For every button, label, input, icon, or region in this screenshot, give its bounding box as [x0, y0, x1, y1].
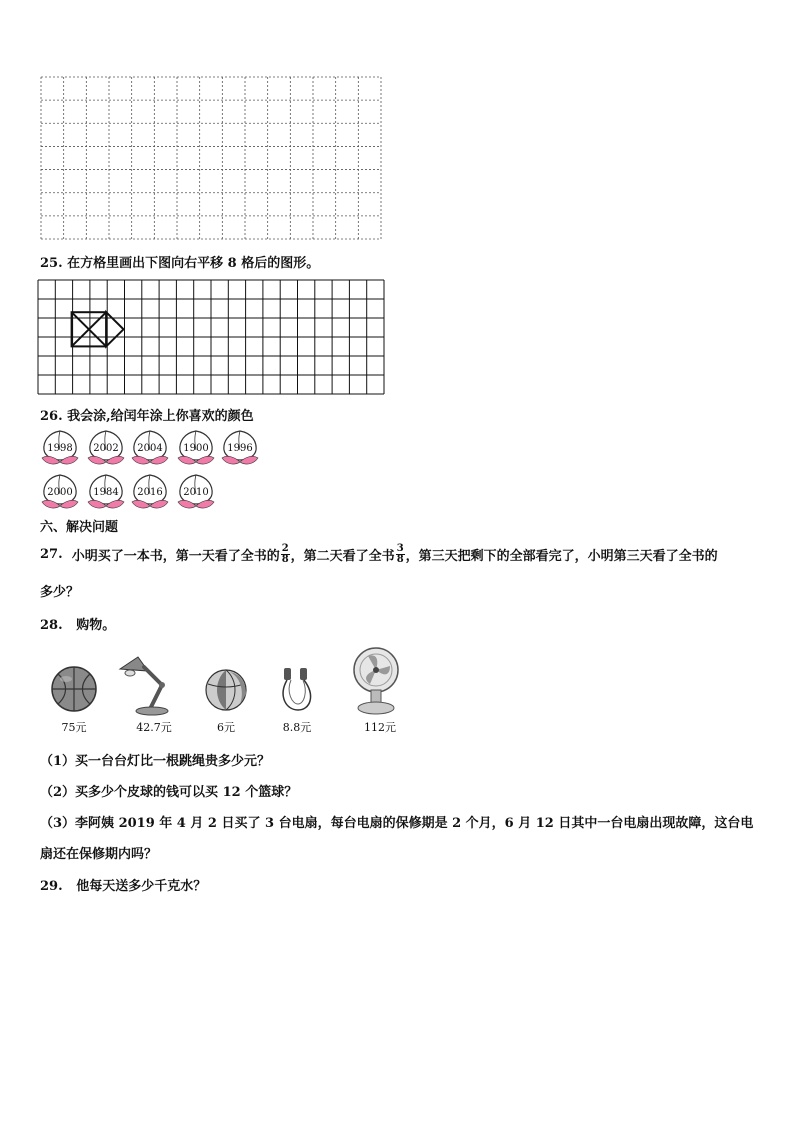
price-basketball: 75元 — [61, 721, 87, 734]
peach-year-label: 2010 — [183, 487, 209, 498]
peach-2016[interactable] — [128, 472, 172, 512]
question-28-sub-3: （3）李阿姨 2019 年 4 月 2 日买了 3 台电扇，每台电扇的保修期是 2 个月，6 月 12 日其中一台电扇出现故障，这台电 — [40, 816, 754, 831]
peach-year-label: 1996 — [227, 443, 253, 454]
question-28 — [40, 614, 115, 633]
question-28-sub-3-cont: 扇还在保修期内吗？ — [40, 847, 158, 862]
jump-rope-icon — [276, 666, 318, 716]
peach-1984[interactable] — [84, 472, 128, 512]
peach-year-label: 2002 — [93, 443, 119, 454]
section-title: 六、解决问题 — [40, 520, 119, 535]
question-number: 26. — [40, 409, 63, 424]
question-27-cont: 多少？ — [40, 585, 80, 600]
peach-year-label: 1900 — [183, 443, 209, 454]
peach-1900[interactable] — [174, 428, 218, 468]
peach-2004[interactable] — [128, 428, 172, 468]
question-text: 我会涂,给闰年涂上你喜欢的颜色 — [67, 409, 254, 424]
rubber-ball-icon — [204, 668, 248, 712]
question-text-b: ，第二天看了全书 — [290, 548, 395, 564]
electric-fan-icon — [348, 646, 404, 718]
dashed-grid[interactable] — [40, 76, 382, 240]
question-28-sub-2: （2）买多少个皮球的钱可以买 12 个篮球？ — [40, 785, 298, 800]
question-number: 27. — [40, 546, 63, 562]
peach-year-label: 2016 — [137, 487, 163, 498]
question-number: 25. — [40, 256, 63, 271]
peach-year-label: 2000 — [47, 487, 73, 498]
peach-1996[interactable] — [218, 428, 262, 468]
price-desk-lamp: 42.7元 — [136, 721, 172, 734]
question-text: 购物。 — [76, 618, 116, 633]
question-27 — [40, 542, 718, 566]
price-electric-fan: 112元 — [364, 721, 396, 734]
fraction-1-numerator: 2 — [281, 542, 289, 554]
fraction-2-denominator: 8 — [396, 553, 404, 565]
price-rubber-ball: 6元 — [217, 721, 235, 734]
question-28-sub-1: （1）买一台台灯比一根跳绳贵多少元？ — [40, 754, 271, 769]
question-25 — [40, 252, 319, 271]
question-text: 他每天送多少千克水？ — [76, 879, 207, 894]
peach-2010[interactable] — [174, 472, 218, 512]
peach-year-label: 2004 — [137, 443, 163, 454]
question-text-a: 小明买了一本书，第一天看了全书的 — [71, 548, 280, 564]
question-number: 28. — [40, 618, 63, 633]
peach-2000[interactable] — [38, 472, 82, 512]
price-jump-rope: 8.8元 — [282, 721, 312, 734]
fraction-2 — [396, 544, 405, 565]
basketball-icon — [50, 665, 98, 713]
desk-lamp-icon — [118, 655, 176, 717]
question-26 — [40, 405, 254, 424]
shape-figure — [72, 312, 124, 346]
question-29 — [40, 875, 206, 894]
question-text-c: ，第三天把剩下的全部看完了，小明第三天看了全书的 — [405, 548, 718, 564]
peach-year-label: 1998 — [47, 443, 73, 454]
peach-year-label: 1984 — [93, 487, 119, 498]
peach-2002[interactable] — [84, 428, 128, 468]
fraction-1-denominator: 8 — [281, 553, 289, 565]
question-number: 29. — [40, 879, 63, 894]
fraction-2-numerator: 3 — [396, 542, 404, 554]
fraction-1 — [281, 544, 290, 565]
solid-grid[interactable] — [37, 278, 389, 396]
question-text: 在方格里画出下图向右平移 8 格后的图形。 — [67, 256, 320, 271]
peach-1998[interactable] — [38, 428, 82, 468]
